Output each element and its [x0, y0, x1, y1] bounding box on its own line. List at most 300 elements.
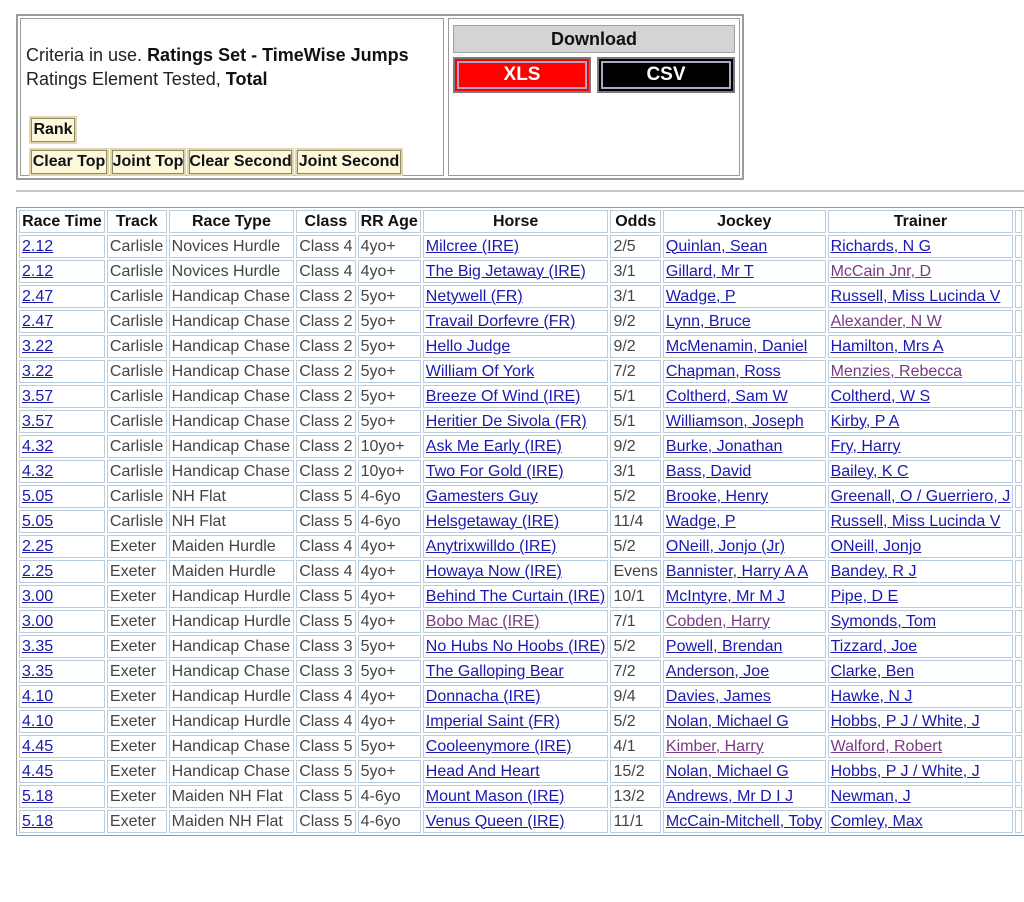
- time-column-cell: [19, 460, 105, 483]
- race-type-column-cell: Maiden Hurdle: [169, 535, 295, 558]
- track-column-cell: Exeter: [107, 535, 167, 558]
- table-row: [19, 785, 1022, 808]
- jockey-link[interactable]: Cobden, Harry: [665, 612, 770, 630]
- header-jockey[interactable]: Jockey: [663, 210, 826, 233]
- age-column-cell: 4yo+: [358, 535, 421, 558]
- header-rr-age[interactable]: RR Age: [358, 210, 421, 233]
- jockey-link[interactable]: Bass, David: [665, 462, 752, 480]
- horse-link[interactable]: Anytrixwilldo (IRE): [425, 537, 557, 555]
- horse-column-cell: [423, 460, 609, 483]
- race-time-link[interactable]: 3.22: [22, 362, 54, 380]
- track-column-cell: Exeter: [107, 785, 167, 808]
- race-type-column-cell: NH Flat: [169, 485, 295, 508]
- header-odds[interactable]: Odds: [610, 210, 660, 233]
- trainer-link[interactable]: Richards, N G: [830, 237, 932, 255]
- track-column-cell: Carlisle: [107, 435, 167, 458]
- table-row: [19, 610, 1022, 633]
- criteria-panel: [16, 14, 744, 180]
- jockey-link[interactable]: Burke, Jonathan: [665, 437, 783, 455]
- jockey-link[interactable]: Bannister, Harry A A: [665, 562, 809, 580]
- horse-link[interactable]: The Big Jetaway (IRE): [425, 262, 586, 280]
- race-type-column-cell: Novices Hurdle: [169, 235, 295, 258]
- track-column-cell: Exeter: [107, 760, 167, 783]
- odds-column-cell: 5/2: [610, 535, 660, 558]
- time-column-cell: [19, 735, 105, 758]
- results-table: [16, 207, 1024, 836]
- trainer-link[interactable]: Hamilton, Mrs A: [830, 337, 944, 355]
- horse-link[interactable]: Donnacha (IRE): [425, 687, 541, 705]
- race-type-column-cell: Handicap Chase: [169, 410, 295, 433]
- table-row: [19, 685, 1022, 708]
- odds-column-cell: 11/1: [610, 810, 660, 833]
- age-column-cell: 4yo+: [358, 560, 421, 583]
- overflow-cell: [1015, 560, 1022, 583]
- criteria-prefix: Criteria in use.: [26, 45, 143, 65]
- age-column-cell: 5yo+: [358, 310, 421, 333]
- age-column-cell: 4yo+: [358, 585, 421, 608]
- class-column-cell: Class 5: [296, 485, 355, 508]
- trainer-column-cell: [828, 585, 1014, 608]
- element-tested-prefix: Ratings Element Tested,: [26, 69, 221, 89]
- race-time-link[interactable]: 4.45: [22, 737, 54, 755]
- race-time-link[interactable]: 2.25: [22, 562, 54, 580]
- horse-column-cell: [423, 635, 609, 658]
- trainer-link[interactable]: Walford, Robert: [830, 737, 943, 755]
- table-row: [19, 660, 1022, 683]
- trainer-link[interactable]: Bandey, R J: [830, 562, 917, 580]
- table-row: [19, 260, 1022, 283]
- race-time-link[interactable]: 4.10: [22, 712, 54, 730]
- horse-link[interactable]: Cooleenymore (IRE): [425, 737, 572, 755]
- odds-column-cell: 5/2: [610, 635, 660, 658]
- overflow-cell: [1015, 710, 1022, 733]
- track-column-cell: Carlisle: [107, 410, 167, 433]
- jockey-link[interactable]: Kimber, Harry: [665, 737, 764, 755]
- time-column-cell: [19, 285, 105, 308]
- overflow-cell: [1015, 460, 1022, 483]
- horse-link[interactable]: Howaya Now (IRE): [425, 562, 562, 580]
- separator-line: [16, 190, 1024, 192]
- jockey-column-cell: [663, 585, 826, 608]
- trainer-column-cell: [828, 735, 1014, 758]
- odds-column-cell: 7/2: [610, 660, 660, 683]
- track-column-cell: Exeter: [107, 685, 167, 708]
- horse-link[interactable]: Venus Queen (IRE): [425, 812, 565, 830]
- download-xls-button[interactable]: XLS: [453, 57, 591, 93]
- class-column-cell: Class 2: [296, 285, 355, 308]
- race-time-link[interactable]: 5.18: [22, 787, 54, 805]
- jockey-link[interactable]: McMenamin, Daniel: [665, 337, 808, 355]
- class-column-cell: Class 4: [296, 535, 355, 558]
- jockey-column-cell: [663, 260, 826, 283]
- overflow-cell: [1015, 260, 1022, 283]
- horse-column-cell: [423, 335, 609, 358]
- trainer-link[interactable]: Coltherd, W S: [830, 387, 931, 405]
- jockey-link[interactable]: Lynn, Bruce: [665, 312, 751, 330]
- race-time-link[interactable]: 2.47: [22, 287, 54, 305]
- race-time-link[interactable]: 3.35: [22, 637, 54, 655]
- jockey-column-cell: [663, 485, 826, 508]
- overflow-cell: [1015, 285, 1022, 308]
- odds-column-cell: 9/4: [610, 685, 660, 708]
- trainer-link[interactable]: Menzies, Rebecca: [830, 362, 963, 380]
- jockey-column-cell: [663, 710, 826, 733]
- horse-column-cell: [423, 235, 609, 258]
- trainer-link[interactable]: Greenall, O / Guerriero, J: [830, 487, 1011, 505]
- race-time-link[interactable]: 4.45: [22, 762, 54, 780]
- track-column-cell: Exeter: [107, 560, 167, 583]
- header-horse[interactable]: Horse: [423, 210, 609, 233]
- trainer-link[interactable]: ONeill, Jonjo: [830, 537, 922, 555]
- trainer-link[interactable]: Clarke, Ben: [830, 662, 915, 680]
- table-row: [19, 385, 1022, 408]
- jockey-column-cell: [663, 735, 826, 758]
- time-column-cell: [19, 785, 105, 808]
- overflow-cell: [1015, 585, 1022, 608]
- table-row: [19, 410, 1022, 433]
- age-column-cell: 5yo+: [358, 385, 421, 408]
- class-column-cell: Class 2: [296, 435, 355, 458]
- criteria-ratings-set: [26, 45, 409, 66]
- table-row: [19, 735, 1022, 758]
- horse-column-cell: [423, 710, 609, 733]
- trainer-link[interactable]: Symonds, Tom: [830, 612, 937, 630]
- horse-link[interactable]: William Of York: [425, 362, 535, 380]
- class-column-cell: Class 4: [296, 560, 355, 583]
- horse-column-cell: [423, 760, 609, 783]
- trainer-link[interactable]: Tizzard, Joe: [830, 637, 918, 655]
- download-box: [448, 18, 740, 176]
- race-time-link[interactable]: 3.00: [22, 612, 54, 630]
- trainer-link[interactable]: Russell, Miss Lucinda V: [830, 512, 1001, 530]
- horse-link[interactable]: Ask Me Early (IRE): [425, 437, 562, 455]
- overflow-cell: [1015, 435, 1022, 458]
- class-column-cell: Class 4: [296, 710, 355, 733]
- table-row: [19, 310, 1022, 333]
- class-column-cell: Class 5: [296, 610, 355, 633]
- trainer-link[interactable]: Alexander, N W: [830, 312, 942, 330]
- trainer-link[interactable]: Comley, Max: [830, 812, 923, 830]
- horse-link[interactable]: Hello Judge: [425, 337, 511, 355]
- class-column-cell: Class 2: [296, 310, 355, 333]
- overflow-cell: [1015, 610, 1022, 633]
- time-column-cell: [19, 585, 105, 608]
- table-row: [19, 560, 1022, 583]
- time-column-cell: [19, 535, 105, 558]
- table-row: [19, 435, 1022, 458]
- age-column-cell: 5yo+: [358, 360, 421, 383]
- horse-column-cell: [423, 385, 609, 408]
- age-column-cell: 10yo+: [358, 435, 421, 458]
- horse-column-cell: [423, 285, 609, 308]
- overflow-cell: [1015, 785, 1022, 808]
- horse-link[interactable]: Mount Mason (IRE): [425, 787, 565, 805]
- jockey-column-cell: [663, 535, 826, 558]
- race-time-link[interactable]: 4.32: [22, 462, 54, 480]
- trainer-link[interactable]: McCain Jnr, D: [830, 262, 932, 280]
- race-type-column-cell: Handicap Chase: [169, 435, 295, 458]
- horse-link[interactable]: Netywell (FR): [425, 287, 523, 305]
- trainer-link[interactable]: Newman, J: [830, 787, 911, 805]
- horse-column-cell: [423, 310, 609, 333]
- age-column-cell: 4-6yo: [358, 785, 421, 808]
- jockey-link[interactable]: Nolan, Michael G: [665, 762, 789, 780]
- track-column-cell: Carlisle: [107, 510, 167, 533]
- track-column-cell: Carlisle: [107, 385, 167, 408]
- table-row: [19, 460, 1022, 483]
- trainer-link[interactable]: Hobbs, P J / White, J: [830, 712, 980, 730]
- track-column-cell: Exeter: [107, 710, 167, 733]
- class-column-cell: Class 2: [296, 410, 355, 433]
- horse-link[interactable]: Imperial Saint (FR): [425, 712, 561, 730]
- age-column-cell: 5yo+: [358, 335, 421, 358]
- race-time-link[interactable]: 4.10: [22, 687, 54, 705]
- age-column-cell: 5yo+: [358, 660, 421, 683]
- results-body: [19, 235, 1022, 833]
- header-race-type[interactable]: Race Type: [169, 210, 295, 233]
- class-column-cell: Class 2: [296, 335, 355, 358]
- race-time-link[interactable]: 3.57: [22, 412, 54, 430]
- age-column-cell: 10yo+: [358, 460, 421, 483]
- age-column-cell: 5yo+: [358, 285, 421, 308]
- jockey-column-cell: [663, 335, 826, 358]
- race-type-column-cell: Handicap Chase: [169, 735, 295, 758]
- race-type-column-cell: Handicap Chase: [169, 760, 295, 783]
- jockey-link[interactable]: Powell, Brendan: [665, 637, 783, 655]
- race-time-link[interactable]: 3.57: [22, 387, 54, 405]
- jockey-link[interactable]: Williamson, Joseph: [665, 412, 804, 430]
- trainer-column-cell: [828, 560, 1014, 583]
- clear-second-button[interactable]: Clear Second: [187, 148, 294, 176]
- time-column-cell: [19, 235, 105, 258]
- trainer-link[interactable]: Fry, Harry: [830, 437, 901, 455]
- jockey-column-cell: [663, 235, 826, 258]
- jockey-column-cell: [663, 360, 826, 383]
- race-type-column-cell: Handicap Hurdle: [169, 585, 295, 608]
- track-column-cell: Carlisle: [107, 335, 167, 358]
- race-time-link[interactable]: 2.47: [22, 312, 54, 330]
- jockey-link[interactable]: Davies, James: [665, 687, 771, 705]
- table-row: [19, 760, 1022, 783]
- table-row: [19, 810, 1022, 833]
- race-time-link[interactable]: 2.12: [22, 262, 54, 280]
- table-row: [19, 710, 1022, 733]
- overflow-cell: [1015, 235, 1022, 258]
- jockey-column-cell: [663, 435, 826, 458]
- table-row: [19, 535, 1022, 558]
- track-column-cell: Carlisle: [107, 260, 167, 283]
- trainer-column-cell: [828, 660, 1014, 683]
- race-time-link[interactable]: 5.05: [22, 487, 54, 505]
- header-overflow: [1015, 210, 1022, 233]
- odds-column-cell: 7/1: [610, 610, 660, 633]
- horse-link[interactable]: Head And Heart: [425, 762, 540, 780]
- age-column-cell: 4-6yo: [358, 810, 421, 833]
- trainer-column-cell: [828, 435, 1014, 458]
- race-type-column-cell: Handicap Chase: [169, 335, 295, 358]
- class-column-cell: Class 4: [296, 685, 355, 708]
- horse-link[interactable]: The Galloping Bear: [425, 662, 564, 680]
- race-time-link[interactable]: 3.00: [22, 587, 54, 605]
- race-type-column-cell: Maiden NH Flat: [169, 785, 295, 808]
- horse-column-cell: [423, 785, 609, 808]
- joint-top-button[interactable]: Joint Top: [110, 148, 186, 176]
- time-column-cell: [19, 560, 105, 583]
- trainer-column-cell: [828, 235, 1014, 258]
- odds-column-cell: 7/2: [610, 360, 660, 383]
- horse-column-cell: [423, 585, 609, 608]
- time-column-cell: [19, 335, 105, 358]
- race-time-link[interactable]: 4.32: [22, 437, 54, 455]
- age-column-cell: 5yo+: [358, 735, 421, 758]
- horse-column-cell: [423, 510, 609, 533]
- horse-column-cell: [423, 685, 609, 708]
- time-column-cell: [19, 510, 105, 533]
- horse-link[interactable]: Bobo Mac (IRE): [425, 612, 540, 630]
- horse-link[interactable]: Heritier De Sivola (FR): [425, 412, 587, 430]
- class-column-cell: Class 5: [296, 735, 355, 758]
- jockey-link[interactable]: Gillard, Mr T: [665, 262, 754, 280]
- odds-column-cell: 9/2: [610, 335, 660, 358]
- jockey-link[interactable]: ONeill, Jonjo (Jr): [665, 537, 786, 555]
- trainer-link[interactable]: Hobbs, P J / White, J: [830, 762, 980, 780]
- trainer-column-cell: [828, 385, 1014, 408]
- table-row: [19, 485, 1022, 508]
- trainer-link[interactable]: Pipe, D E: [830, 587, 899, 605]
- header-class[interactable]: Class: [296, 210, 355, 233]
- trainer-column-cell: [828, 260, 1014, 283]
- element-tested-value: Total: [225, 69, 268, 89]
- trainer-column-cell: [828, 285, 1014, 308]
- race-type-column-cell: Handicap Chase: [169, 360, 295, 383]
- race-type-column-cell: Handicap Chase: [169, 635, 295, 658]
- horse-link[interactable]: Breeze Of Wind (IRE): [425, 387, 581, 405]
- overflow-cell: [1015, 310, 1022, 333]
- download-csv-button[interactable]: CSV: [597, 57, 735, 93]
- odds-column-cell: 3/1: [610, 460, 660, 483]
- rank-button[interactable]: Rank: [29, 116, 77, 144]
- jockey-column-cell: [663, 685, 826, 708]
- jockey-link[interactable]: McCain-Mitchell, Toby: [665, 812, 823, 830]
- time-column-cell: [19, 685, 105, 708]
- overflow-cell: [1015, 485, 1022, 508]
- trainer-column-cell: [828, 610, 1014, 633]
- overflow-cell: [1015, 760, 1022, 783]
- jockey-link[interactable]: Quinlan, Sean: [665, 237, 768, 255]
- jockey-link[interactable]: Wadge, P: [665, 287, 736, 305]
- horse-link[interactable]: Milcree (IRE): [425, 237, 520, 255]
- track-column-cell: Carlisle: [107, 360, 167, 383]
- jockey-column-cell: [663, 385, 826, 408]
- trainer-column-cell: [828, 785, 1014, 808]
- time-column-cell: [19, 435, 105, 458]
- age-column-cell: 4yo+: [358, 235, 421, 258]
- odds-column-cell: 3/1: [610, 260, 660, 283]
- joint-second-button[interactable]: Joint Second: [295, 148, 403, 176]
- time-column-cell: [19, 810, 105, 833]
- jockey-column-cell: [663, 635, 826, 658]
- race-time-link[interactable]: 3.35: [22, 662, 54, 680]
- age-column-cell: 5yo+: [358, 760, 421, 783]
- horse-column-cell: [423, 485, 609, 508]
- race-type-column-cell: Novices Hurdle: [169, 260, 295, 283]
- class-column-cell: Class 5: [296, 510, 355, 533]
- trainer-column-cell: [828, 635, 1014, 658]
- race-time-link[interactable]: 2.25: [22, 537, 54, 555]
- jockey-link[interactable]: Anderson, Joe: [665, 662, 770, 680]
- overflow-cell: [1015, 335, 1022, 358]
- jockey-link[interactable]: Chapman, Ross: [665, 362, 781, 380]
- criteria-element-tested: [26, 69, 267, 90]
- jockey-column-cell: [663, 610, 826, 633]
- trainer-link[interactable]: Hawke, N J: [830, 687, 913, 705]
- race-type-column-cell: Maiden Hurdle: [169, 560, 295, 583]
- jockey-link[interactable]: Brooke, Henry: [665, 487, 769, 505]
- horse-link[interactable]: Helsgetaway (IRE): [425, 512, 560, 530]
- jockey-link[interactable]: McIntyre, Mr M J: [665, 587, 786, 605]
- race-type-column-cell: Handicap Chase: [169, 460, 295, 483]
- header-race-time[interactable]: Race Time: [19, 210, 105, 233]
- trainer-link[interactable]: Kirby, P A: [830, 412, 900, 430]
- trainer-column-cell: [828, 485, 1014, 508]
- class-column-cell: Class 4: [296, 235, 355, 258]
- race-type-column-cell: Handicap Hurdle: [169, 685, 295, 708]
- time-column-cell: [19, 310, 105, 333]
- horse-column-cell: [423, 660, 609, 683]
- race-time-link[interactable]: 5.18: [22, 812, 54, 830]
- race-time-link[interactable]: 2.12: [22, 237, 54, 255]
- odds-column-cell: 15/2: [610, 760, 660, 783]
- jockey-column-cell: [663, 785, 826, 808]
- horse-link[interactable]: Gamesters Guy: [425, 487, 538, 505]
- age-column-cell: 4-6yo: [358, 485, 421, 508]
- jockey-link[interactable]: Nolan, Michael G: [665, 712, 789, 730]
- track-column-cell: Carlisle: [107, 310, 167, 333]
- class-column-cell: Class 5: [296, 585, 355, 608]
- age-column-cell: 5yo+: [358, 410, 421, 433]
- jockey-link[interactable]: Andrews, Mr D I J: [665, 787, 794, 805]
- table-row: [19, 360, 1022, 383]
- header-track[interactable]: Track: [107, 210, 167, 233]
- header-trainer[interactable]: Trainer: [828, 210, 1014, 233]
- race-time-link[interactable]: 5.05: [22, 512, 54, 530]
- clear-top-button[interactable]: Clear Top: [29, 148, 109, 176]
- horse-link[interactable]: Two For Gold (IRE): [425, 462, 564, 480]
- trainer-column-cell: [828, 710, 1014, 733]
- track-column-cell: Exeter: [107, 735, 167, 758]
- race-time-link[interactable]: 3.22: [22, 337, 54, 355]
- jockey-link[interactable]: Coltherd, Sam W: [665, 387, 788, 405]
- class-column-cell: Class 2: [296, 460, 355, 483]
- trainer-column-cell: [828, 310, 1014, 333]
- download-header: Download: [453, 25, 735, 53]
- time-column-cell: [19, 360, 105, 383]
- time-column-cell: [19, 260, 105, 283]
- horse-link[interactable]: Travail Dorfevre (FR): [425, 312, 576, 330]
- trainer-link[interactable]: Russell, Miss Lucinda V: [830, 287, 1001, 305]
- jockey-column-cell: [663, 460, 826, 483]
- jockey-column-cell: [663, 410, 826, 433]
- table-row: [19, 585, 1022, 608]
- track-column-cell: Carlisle: [107, 460, 167, 483]
- trainer-column-cell: [828, 410, 1014, 433]
- trainer-link[interactable]: Bailey, K C: [830, 462, 909, 480]
- age-column-cell: 4yo+: [358, 710, 421, 733]
- overflow-cell: [1015, 685, 1022, 708]
- jockey-link[interactable]: Wadge, P: [665, 512, 736, 530]
- horse-link[interactable]: Behind The Curtain (IRE): [425, 587, 606, 605]
- horse-link[interactable]: No Hubs No Hoobs (IRE): [425, 637, 606, 655]
